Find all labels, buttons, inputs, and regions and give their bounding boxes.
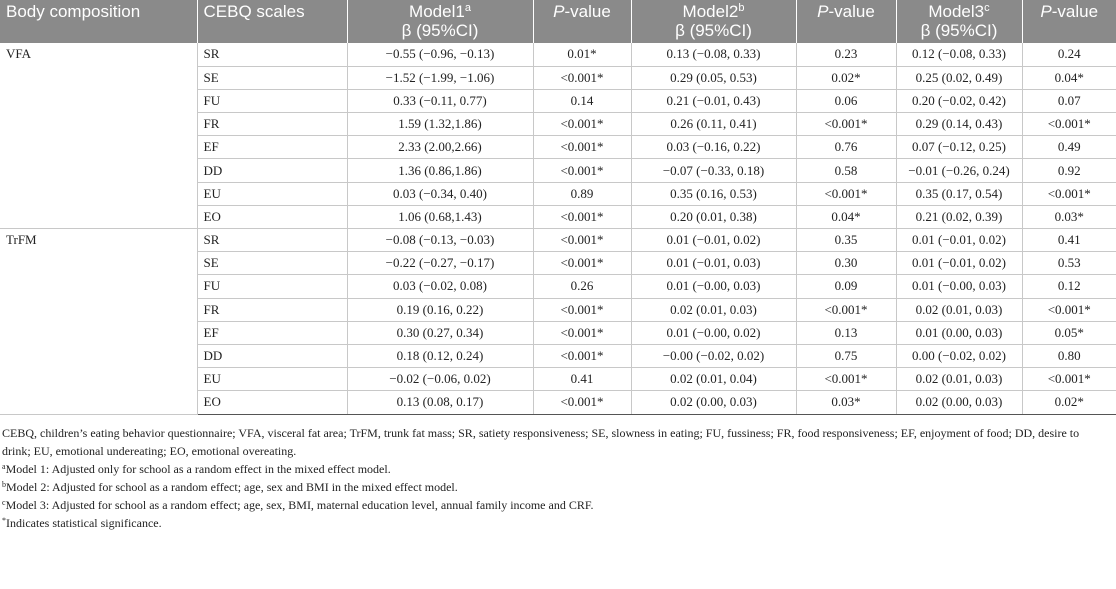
model2-p-value-cell: <0.001* bbox=[796, 113, 896, 136]
model2-p-value-cell: 0.75 bbox=[796, 344, 896, 367]
model2-p-value-cell: 0.30 bbox=[796, 252, 896, 275]
model2-estimate-cell: 0.01 (−0.01, 0.02) bbox=[631, 229, 796, 252]
table-footnotes bbox=[0, 415, 1116, 532]
table-body bbox=[0, 43, 1116, 414]
model1-estimate-cell: 1.59 (1.32,1.86) bbox=[347, 113, 533, 136]
model1-footnote-marker: a bbox=[464, 2, 471, 14]
model3-p-value-cell: <0.001* bbox=[1022, 298, 1116, 321]
model3-p-value-cell: 0.41 bbox=[1022, 229, 1116, 252]
model3-p-value-cell: 0.05* bbox=[1022, 321, 1116, 344]
model2-estimate-cell: 0.35 (0.16, 0.53) bbox=[631, 182, 796, 205]
model2-estimate-cell: 0.03 (−0.16, 0.22) bbox=[631, 136, 796, 159]
model1-p-value-cell: <0.001* bbox=[533, 136, 631, 159]
header-cebq-scales: CEBQ scales bbox=[197, 0, 347, 43]
footnote-abbreviations: CEBQ, children’s eating behavior questionnaire; VFA, visceral fat area; TrFM, trunk fat mass; SR, satiety responsiveness; SE, slowness in eating; FU, fussiness; FR, food responsiveness; EF, enjoyment of food; DD, desire to drink; EU, emotional undereating; EO, emotional overeating. bbox=[2, 425, 1080, 458]
model3-estimate-cell: 0.01 (−0.01, 0.02) bbox=[896, 229, 1022, 252]
header-p-value-2 bbox=[796, 0, 896, 43]
p-suffix: -value bbox=[828, 2, 875, 21]
model1-estimate-cell: −1.52 (−1.99, −1.06) bbox=[347, 66, 533, 89]
model3-p-value-cell: 0.02* bbox=[1022, 391, 1116, 414]
footnote-b: $^b$Model 2: Adjusted for school as a random effect; age, sex and BMI in the mixed effect model. bbox=[2, 479, 458, 494]
model3-estimate-cell: 0.01 (0.00, 0.03) bbox=[896, 321, 1022, 344]
model3-p-value-cell: <0.001* bbox=[1022, 182, 1116, 205]
model3-estimate-cell: 0.01 (−0.01, 0.02) bbox=[896, 252, 1022, 275]
model1-p-value-cell: 0.41 bbox=[533, 368, 631, 391]
model3-estimate-cell: 0.12 (−0.08, 0.33) bbox=[896, 43, 1022, 66]
model3-p-value-cell: 0.12 bbox=[1022, 275, 1116, 298]
model1-estimate-cell: 0.18 (0.12, 0.24) bbox=[347, 344, 533, 367]
model3-estimate-cell: 0.07 (−0.12, 0.25) bbox=[896, 136, 1022, 159]
table-header-row bbox=[0, 0, 1116, 43]
p-italic: P bbox=[553, 2, 565, 21]
model2-p-value-cell: <0.001* bbox=[796, 368, 896, 391]
model1-estimate-cell: −0.02 (−0.06, 0.02) bbox=[347, 368, 533, 391]
model3-p-value-cell: 0.92 bbox=[1022, 159, 1116, 182]
model1-p-value-cell: <0.001* bbox=[533, 113, 631, 136]
model2-p-value-cell: 0.13 bbox=[796, 321, 896, 344]
model2-label: Model2 bbox=[682, 2, 739, 21]
model3-beta-ci: β (95%CI) bbox=[920, 21, 998, 40]
model1-p-value-cell: <0.001* bbox=[533, 391, 631, 414]
model1-p-value-cell: <0.001* bbox=[533, 252, 631, 275]
model2-beta-ci: β (95%CI) bbox=[675, 21, 752, 40]
cebq-scale-cell: EO bbox=[197, 205, 347, 228]
footnote-a: $^a$Model 1: Adjusted only for school as a random effect in the mixed effect model. bbox=[2, 461, 391, 476]
header-body-composition: Body composition bbox=[0, 0, 197, 43]
model3-p-value-cell: 0.03* bbox=[1022, 205, 1116, 228]
model2-p-value-cell: 0.02* bbox=[796, 66, 896, 89]
model1-p-value-cell: <0.001* bbox=[533, 298, 631, 321]
model1-estimate-cell: 2.33 (2.00,2.66) bbox=[347, 136, 533, 159]
table-row bbox=[0, 43, 1116, 66]
model3-estimate-cell: 0.02 (0.01, 0.03) bbox=[896, 298, 1022, 321]
model2-p-value-cell: 0.03* bbox=[796, 391, 896, 414]
model2-estimate-cell: 0.20 (0.01, 0.38) bbox=[631, 205, 796, 228]
model3-footnote-marker: c bbox=[984, 2, 990, 14]
model2-p-value-cell: 0.35 bbox=[796, 229, 896, 252]
cebq-scale-cell: FU bbox=[197, 89, 347, 112]
model2-estimate-cell: 0.01 (−0.00, 0.02) bbox=[631, 321, 796, 344]
model3-estimate-cell: 0.35 (0.17, 0.54) bbox=[896, 182, 1022, 205]
model1-estimate-cell: 0.19 (0.16, 0.22) bbox=[347, 298, 533, 321]
cebq-scale-cell: FU bbox=[197, 275, 347, 298]
model1-estimate-cell: 0.13 (0.08, 0.17) bbox=[347, 391, 533, 414]
model3-p-value-cell: <0.001* bbox=[1022, 368, 1116, 391]
model3-estimate-cell: −0.01 (−0.26, 0.24) bbox=[896, 159, 1022, 182]
model1-p-value-cell: 0.01* bbox=[533, 43, 631, 66]
cebq-scale-cell: EU bbox=[197, 368, 347, 391]
model3-label: Model3 bbox=[928, 2, 985, 21]
model1-estimate-cell: −0.08 (−0.13, −0.03) bbox=[347, 229, 533, 252]
header-model3 bbox=[896, 0, 1022, 43]
model3-estimate-cell: 0.25 (0.02, 0.49) bbox=[896, 66, 1022, 89]
model3-estimate-cell: 0.02 (0.01, 0.03) bbox=[896, 368, 1022, 391]
model2-estimate-cell: −0.00 (−0.02, 0.02) bbox=[631, 344, 796, 367]
model3-p-value-cell: <0.001* bbox=[1022, 113, 1116, 136]
model1-estimate-cell: 1.06 (0.68,1.43) bbox=[347, 205, 533, 228]
footnote-significance: *Indicates statistical significance. bbox=[2, 515, 162, 530]
model2-p-value-cell: 0.09 bbox=[796, 275, 896, 298]
header-p-value-3 bbox=[1022, 0, 1116, 43]
model3-estimate-cell: 0.01 (−0.00, 0.03) bbox=[896, 275, 1022, 298]
model2-estimate-cell: 0.01 (−0.00, 0.03) bbox=[631, 275, 796, 298]
table-row bbox=[0, 229, 1116, 252]
model3-estimate-cell: 0.00 (−0.02, 0.02) bbox=[896, 344, 1022, 367]
model1-p-value-cell: <0.001* bbox=[533, 205, 631, 228]
model3-estimate-cell: 0.02 (0.00, 0.03) bbox=[896, 391, 1022, 414]
model1-p-value-cell: <0.001* bbox=[533, 66, 631, 89]
model1-label: Model1 bbox=[409, 2, 465, 21]
model1-estimate-cell: 0.03 (−0.02, 0.08) bbox=[347, 275, 533, 298]
model3-p-value-cell: 0.53 bbox=[1022, 252, 1116, 275]
model2-estimate-cell: 0.26 (0.11, 0.41) bbox=[631, 113, 796, 136]
model1-p-value-cell: 0.14 bbox=[533, 89, 631, 112]
model3-estimate-cell: 0.20 (−0.02, 0.42) bbox=[896, 89, 1022, 112]
cebq-scale-cell: SR bbox=[197, 229, 347, 252]
cebq-scale-cell: DD bbox=[197, 159, 347, 182]
p-suffix: -value bbox=[1051, 2, 1099, 21]
model2-estimate-cell: 0.02 (0.01, 0.04) bbox=[631, 368, 796, 391]
model1-p-value-cell: 0.89 bbox=[533, 182, 631, 205]
model1-estimate-cell: 0.33 (−0.11, 0.77) bbox=[347, 89, 533, 112]
footnote-c: $^c$Model 3: Adjusted for school as a random effect; age, sex, BMI, maternal education level, annual family income and CRF. bbox=[2, 497, 594, 512]
model2-p-value-cell: 0.58 bbox=[796, 159, 896, 182]
cebq-scale-cell: SE bbox=[197, 66, 347, 89]
cebq-scale-cell: FR bbox=[197, 298, 347, 321]
model2-p-value-cell: 0.76 bbox=[796, 136, 896, 159]
p-italic: P bbox=[1040, 2, 1052, 21]
model3-estimate-cell: 0.29 (0.14, 0.43) bbox=[896, 113, 1022, 136]
model2-estimate-cell: 0.01 (−0.01, 0.03) bbox=[631, 252, 796, 275]
model1-estimate-cell: 1.36 (0.86,1.86) bbox=[347, 159, 533, 182]
model1-p-value-cell: <0.001* bbox=[533, 229, 631, 252]
model1-p-value-cell: <0.001* bbox=[533, 321, 631, 344]
cebq-scale-cell: EF bbox=[197, 321, 347, 344]
cebq-scale-cell: EF bbox=[197, 136, 347, 159]
model2-p-value-cell: <0.001* bbox=[796, 298, 896, 321]
model2-p-value-cell: 0.04* bbox=[796, 205, 896, 228]
header-p-value-1 bbox=[533, 0, 631, 43]
model3-p-value-cell: 0.80 bbox=[1022, 344, 1116, 367]
model1-estimate-cell: −0.22 (−0.27, −0.17) bbox=[347, 252, 533, 275]
model2-estimate-cell: 0.02 (0.01, 0.03) bbox=[631, 298, 796, 321]
p-italic: P bbox=[817, 2, 829, 21]
cebq-scale-cell: EO bbox=[197, 391, 347, 414]
model2-p-value-cell: <0.001* bbox=[796, 182, 896, 205]
model3-p-value-cell: 0.49 bbox=[1022, 136, 1116, 159]
cebq-scale-cell: EU bbox=[197, 182, 347, 205]
model3-p-value-cell: 0.07 bbox=[1022, 89, 1116, 112]
cebq-scale-cell: SE bbox=[197, 252, 347, 275]
body-composition-group: TrFM bbox=[0, 229, 197, 415]
model1-p-value-cell: <0.001* bbox=[533, 344, 631, 367]
model2-footnote-marker: b bbox=[738, 2, 745, 14]
model1-estimate-cell: −0.55 (−0.96, −0.13) bbox=[347, 43, 533, 66]
header-model1 bbox=[347, 0, 533, 43]
cebq-scale-cell: FR bbox=[197, 113, 347, 136]
model2-p-value-cell: 0.23 bbox=[796, 43, 896, 66]
model2-estimate-cell: −0.07 (−0.33, 0.18) bbox=[631, 159, 796, 182]
model3-p-value-cell: 0.04* bbox=[1022, 66, 1116, 89]
cebq-scale-cell: SR bbox=[197, 43, 347, 66]
model2-estimate-cell: 0.02 (0.00, 0.03) bbox=[631, 391, 796, 414]
cebq-scale-cell: DD bbox=[197, 344, 347, 367]
body-composition-group: VFA bbox=[0, 43, 197, 229]
model1-estimate-cell: 0.30 (0.27, 0.34) bbox=[347, 321, 533, 344]
model2-estimate-cell: 0.13 (−0.08, 0.33) bbox=[631, 43, 796, 66]
header-model2 bbox=[631, 0, 796, 43]
model2-p-value-cell: 0.06 bbox=[796, 89, 896, 112]
model2-estimate-cell: 0.21 (−0.01, 0.43) bbox=[631, 89, 796, 112]
model2-estimate-cell: 0.29 (0.05, 0.53) bbox=[631, 66, 796, 89]
model1-beta-ci: β (95%CI) bbox=[401, 21, 479, 40]
model1-estimate-cell: 0.03 (−0.34, 0.40) bbox=[347, 182, 533, 205]
model3-estimate-cell: 0.21 (0.02, 0.39) bbox=[896, 205, 1022, 228]
model1-p-value-cell: <0.001* bbox=[533, 159, 631, 182]
p-suffix: -value bbox=[564, 2, 611, 21]
model1-p-value-cell: 0.26 bbox=[533, 275, 631, 298]
model3-p-value-cell: 0.24 bbox=[1022, 43, 1116, 66]
